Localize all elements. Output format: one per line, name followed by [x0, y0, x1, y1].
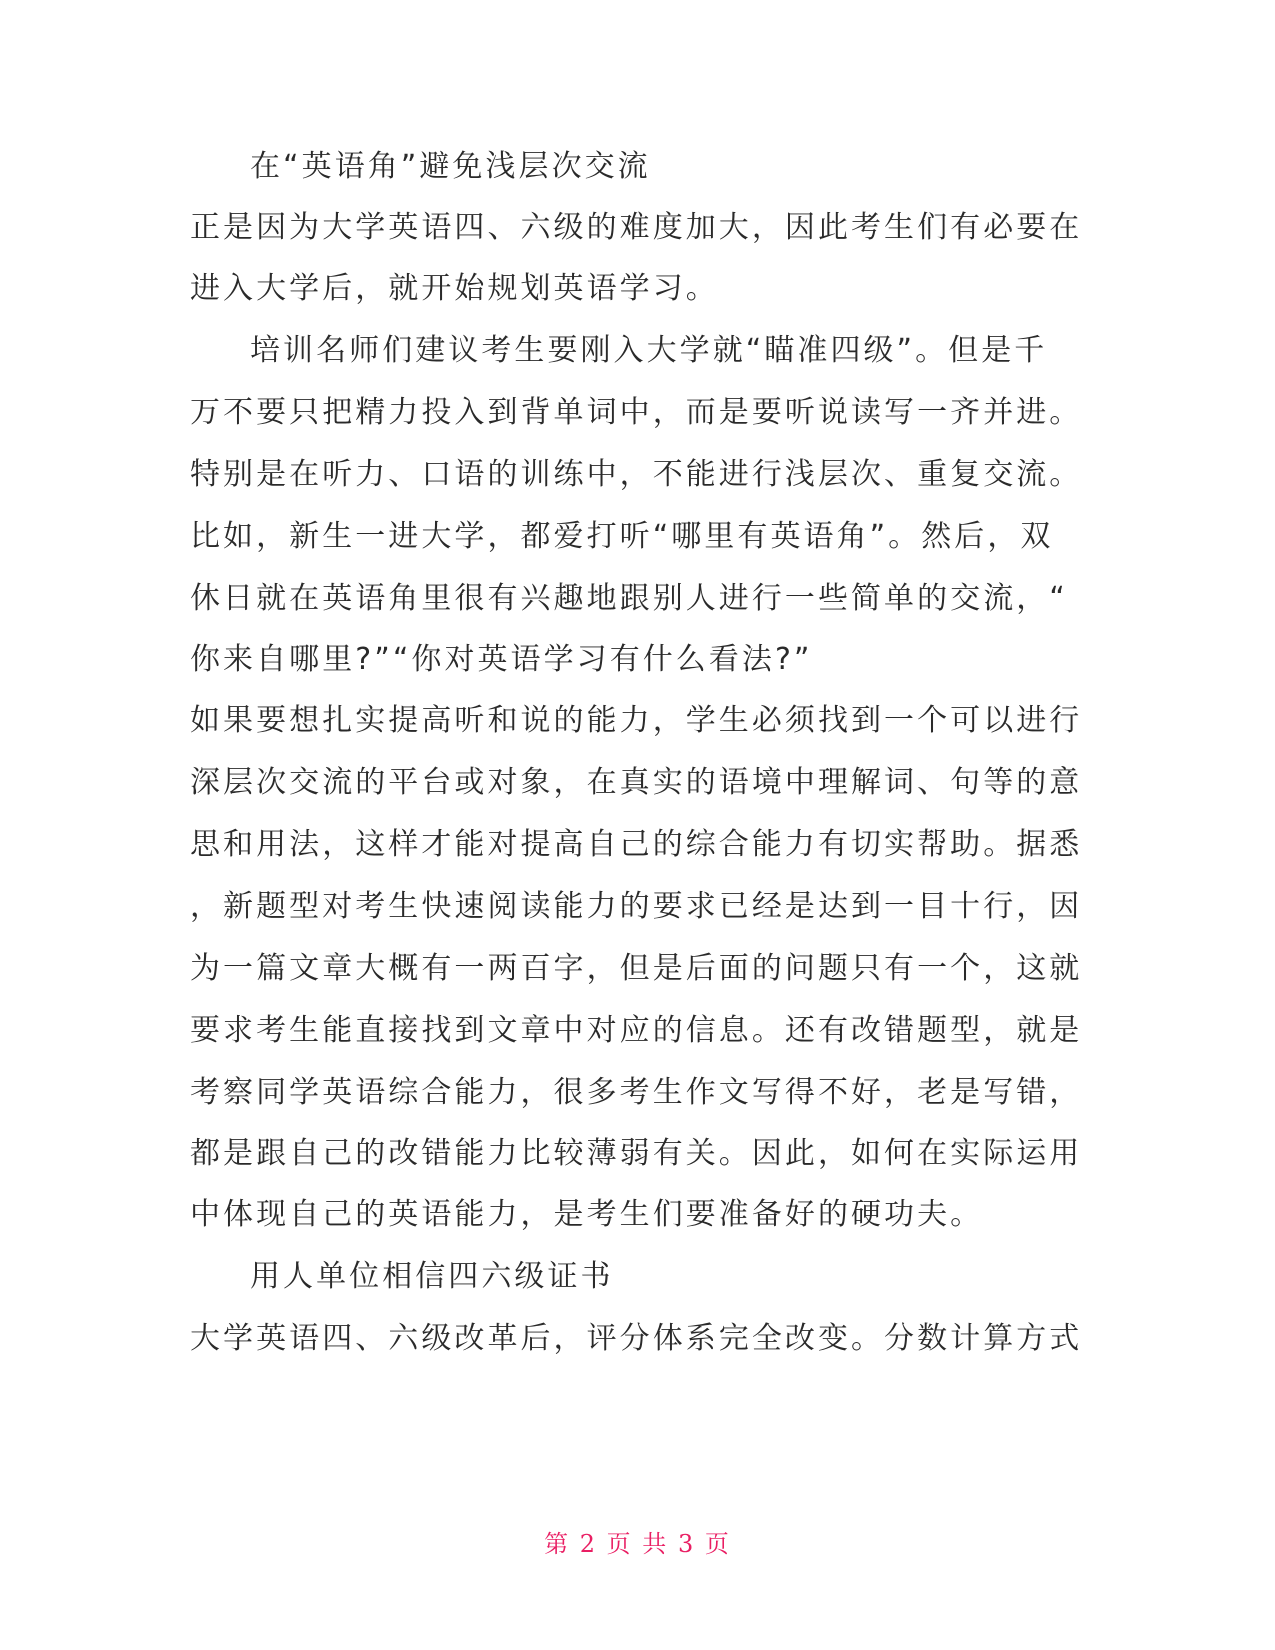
paragraph-line: 为一篇文章大概有一两百字，但是后面的问题只有一个，这就 — [190, 951, 1083, 986]
paragraph-line: 培训名师们建议考生要刚入大学就“瞄准四级”。但是千 — [250, 333, 1048, 368]
section-heading: 用人单位相信四六级证书 — [250, 1259, 614, 1294]
paragraph-line: 比如，新生一进大学，都爱打听“哪里有英语角”。然后，双 — [190, 519, 1054, 554]
paragraph-line: 深层次交流的平台或对象，在真实的语境中理解词、句等的意 — [190, 765, 1083, 800]
paragraph-line: 要求考生能直接找到文章中对应的信息。还有改错题型，就是 — [190, 1013, 1083, 1048]
paragraph-line: 如果要想扎实提高听和说的能力，学生必须找到一个可以进行 — [190, 703, 1083, 738]
paragraph-line: 正是因为大学英语四、六级的难度加大，因此考生们有必要在 — [190, 210, 1083, 245]
paragraph-line: 思和用法，这样才能对提高自己的综合能力有切实帮助。据悉 — [190, 827, 1083, 862]
paragraph-line: ，新题型对考生快速阅读能力的要求已经是达到一目十行，因 — [190, 889, 1083, 924]
paragraph-line: 都是跟自己的改错能力比较薄弱有关。因此，如何在实际运用 — [190, 1136, 1083, 1171]
page-number-footer: 第 2 页 共 3 页 — [544, 1530, 731, 1558]
section-heading: 在“英语角”避免浅层次交流 — [250, 149, 651, 184]
paragraph-line: 你来自哪里?”“你对英语学习有什么看法?” — [190, 642, 813, 677]
paragraph-line: 大学英语四、六级改革后，评分体系完全改变。分数计算方式 — [190, 1321, 1083, 1356]
paragraph-line: 进入大学后，就开始规划英语学习。 — [190, 271, 719, 306]
paragraph-line: 中体现自己的英语能力，是考生们要准备好的硬功夫。 — [190, 1197, 984, 1232]
paragraph-line: 特别是在听力、口语的训练中，不能进行浅层次、重复交流。 — [190, 457, 1083, 492]
paragraph-line: 考察同学英语综合能力，很多考生作文写得不好，老是写错， — [190, 1075, 1083, 1110]
paragraph-line: 休日就在英语角里很有兴趣地跟别人进行一些简单的交流，“ — [190, 581, 1068, 616]
paragraph-line: 万不要只把精力投入到背单词中，而是要听说读写一齐并进。 — [190, 395, 1083, 430]
